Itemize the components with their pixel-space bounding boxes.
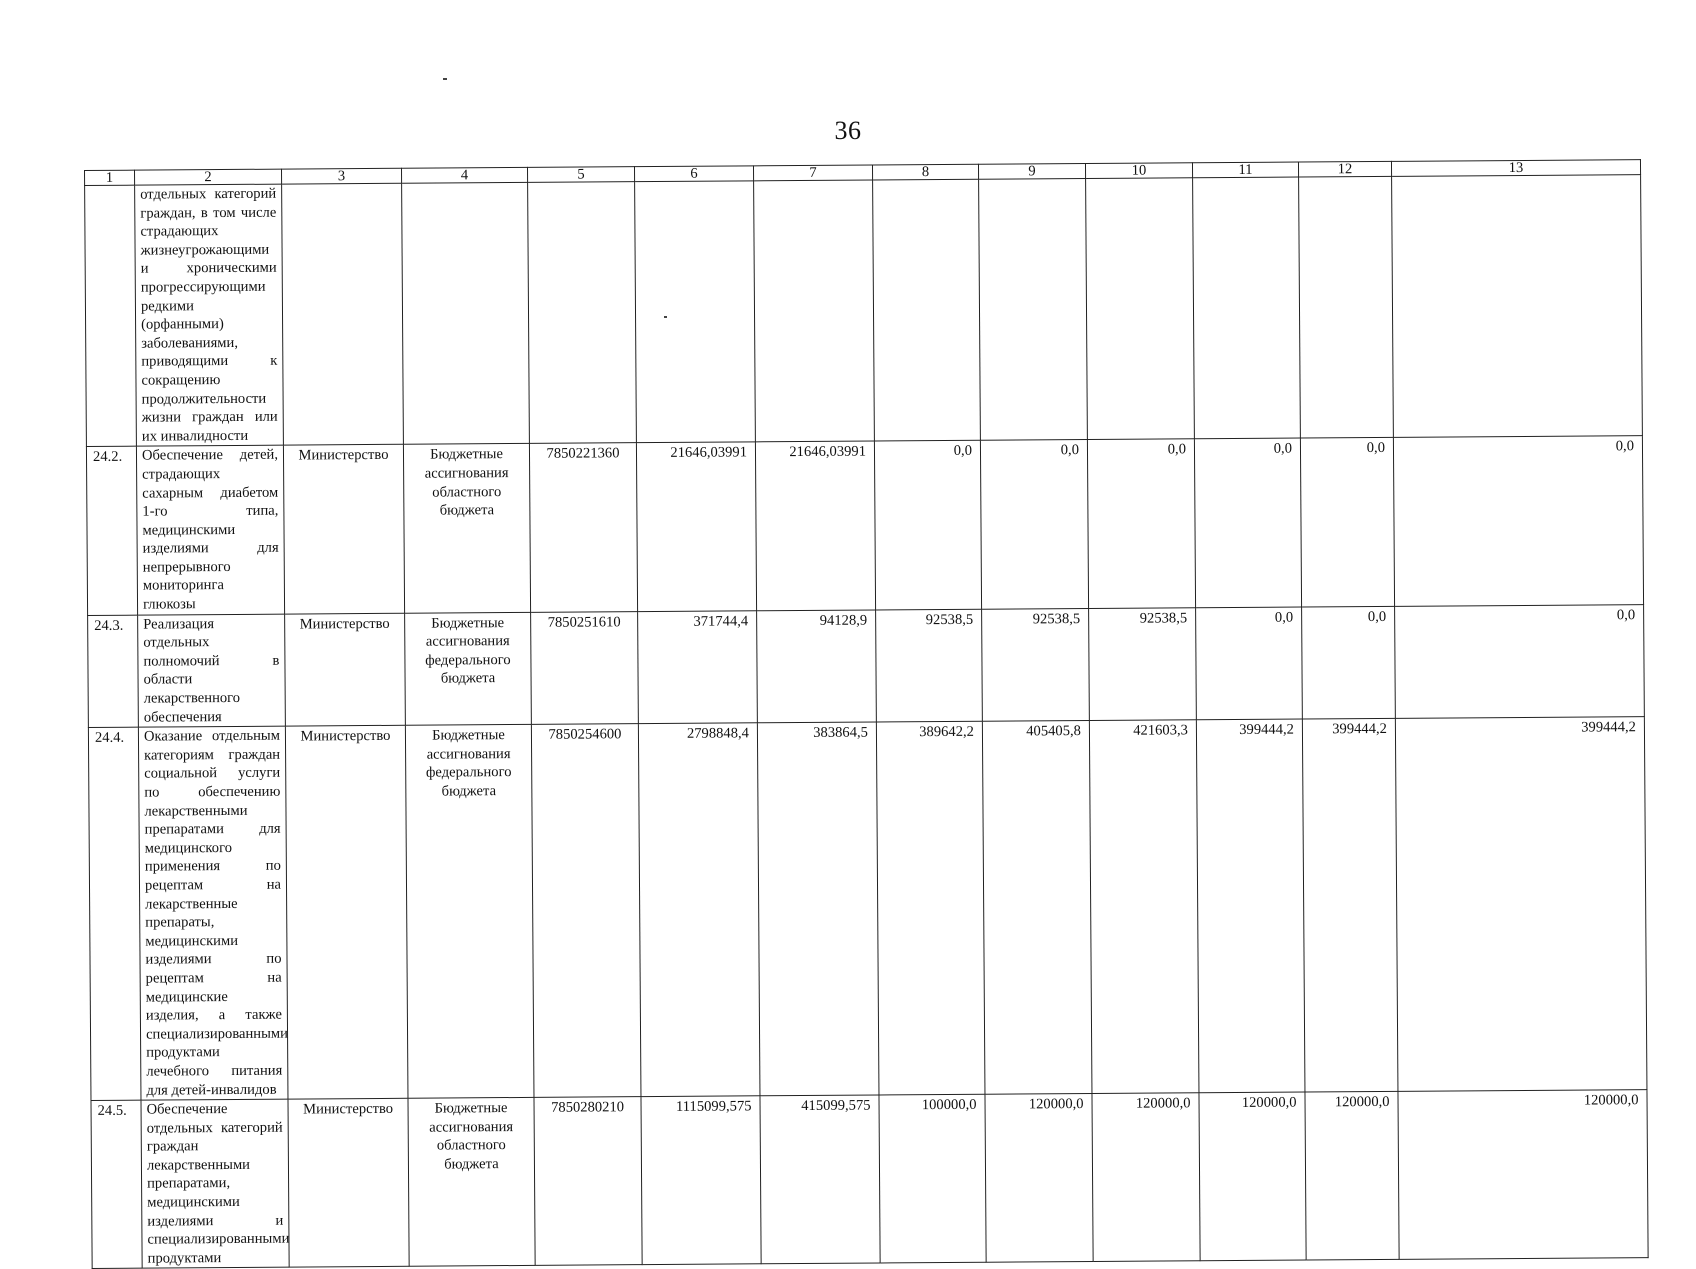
column-header: 12	[1298, 161, 1391, 177]
row-value: 120000,0	[1199, 1092, 1306, 1261]
row-code	[528, 182, 637, 444]
row-code: 7850280210	[534, 1097, 642, 1266]
row-value	[1086, 178, 1195, 440]
table-row	[86, 436, 1643, 615]
row-value: 1115099,575	[641, 1096, 761, 1265]
row-value: 2798848,4	[638, 723, 760, 1097]
scan-speck	[443, 78, 447, 80]
row-value: 0,0	[1395, 604, 1645, 718]
row-value	[1299, 176, 1394, 438]
budget-table	[84, 159, 1649, 1269]
row-value: 0,0	[1196, 607, 1303, 720]
row-value: 405405,8	[982, 721, 1092, 1095]
table-row	[91, 1090, 1648, 1269]
row-value: 120000,0	[985, 1094, 1093, 1263]
row-code: 7850221360	[529, 443, 637, 612]
row-value	[873, 179, 981, 441]
column-header: 7	[753, 165, 872, 181]
row-value: 100000,0	[879, 1094, 986, 1263]
row-value: 0,0	[1302, 606, 1396, 719]
column-header: 4	[401, 167, 527, 183]
row-funding-source	[402, 182, 530, 444]
row-value: 399444,2	[1395, 717, 1647, 1092]
row-number: 24.3.	[88, 615, 139, 728]
row-value	[1392, 175, 1643, 438]
column-header: 10	[1085, 163, 1192, 179]
row-value: 21646,03991	[755, 441, 875, 610]
column-header: 3	[281, 168, 401, 184]
row-value: 389642,2	[876, 721, 985, 1095]
row-executor: Министерство	[283, 445, 404, 614]
row-number: 24.2.	[86, 446, 137, 615]
row-value: 421603,3	[1089, 720, 1199, 1094]
column-header: 9	[978, 164, 1085, 180]
row-value: 415099,575	[760, 1095, 880, 1264]
page-number: 36	[834, 116, 862, 145]
row-value: 383864,5	[757, 722, 879, 1096]
row-value: 371744,4	[638, 610, 758, 723]
column-header: 6	[634, 166, 753, 182]
table-row	[88, 604, 1645, 727]
budget-table-container	[84, 159, 1647, 1267]
row-value: 120000,0	[1305, 1091, 1399, 1260]
table-row	[85, 175, 1643, 447]
row-code: 7850254600	[531, 724, 641, 1098]
column-header: 13	[1391, 160, 1640, 177]
row-value	[635, 181, 756, 443]
row-description: Оказание отдельным категориям граждан социальной услуги по обеспечению лекарственными препаратами для медицинского применения по рецептам на лекарственные препараты, медицинскими изделиями по рецептам на медицинские изделия, а также специализированными продуктами лечебного питания для детей-инвалидов	[138, 726, 288, 1100]
row-value: 120000,0	[1398, 1090, 1648, 1260]
row-code: 7850251610	[531, 611, 639, 724]
row-funding-source: Бюджетные ассигнования федерального бюджета	[405, 725, 534, 1099]
row-executor	[282, 183, 404, 445]
table-row	[88, 717, 1647, 1101]
row-value	[979, 179, 1088, 441]
row-description: Обеспечение детей, страдающих сахарным диабетом 1-го типа, медицинскими изделиями для непрерывного мониторинга глюкозы	[136, 445, 284, 614]
row-executor: Министерство	[285, 725, 408, 1099]
row-value	[1193, 177, 1301, 439]
row-value: 0,0	[874, 441, 981, 610]
row-value: 0,0	[1087, 439, 1195, 608]
column-header: 11	[1192, 162, 1298, 178]
row-value: 92538,5	[982, 608, 1090, 721]
row-value: 120000,0	[1092, 1093, 1200, 1262]
row-funding-source: Бюджетные ассигнования федерального бюджета	[405, 612, 532, 725]
row-value: 21646,03991	[636, 442, 756, 611]
row-description: Обеспечение отдельных категорий граждан лекарственными препаратами, медицинскими изделиями и специализированными продуктами	[141, 1099, 289, 1268]
column-header: 1	[85, 170, 135, 185]
row-description: Реализация отдельных полномочий в области лекарственного обеспечения	[138, 614, 286, 728]
row-value: 0,0	[1393, 436, 1643, 606]
column-header: 5	[527, 167, 634, 183]
column-header: 8	[872, 164, 978, 180]
row-funding-source: Бюджетные ассигнования областного бюджета	[408, 1097, 535, 1266]
row-number: 24.4.	[88, 727, 141, 1100]
row-value: 399444,2	[1302, 719, 1398, 1093]
row-value: 94128,9	[757, 610, 877, 723]
row-value: 399444,2	[1196, 719, 1305, 1093]
row-value: 92538,5	[876, 609, 983, 722]
row-value: 0,0	[1194, 438, 1301, 607]
row-executor: Министерство	[288, 1098, 409, 1267]
column-header: 2	[135, 169, 282, 185]
row-funding-source: Бюджетные ассигнования областного бюджета	[403, 444, 530, 613]
row-number	[85, 185, 137, 447]
row-value: 0,0	[1300, 438, 1394, 607]
row-value: 92538,5	[1089, 607, 1197, 720]
row-description: отдельных категорий граждан, в том числе страдающих жизнеугрожающими и хроническими прогрессирующими редкими (орфанными) заболеваниями, приводящими к сокращению продолжительности жизни граждан или их инвалидности	[135, 184, 284, 446]
row-value	[754, 180, 875, 442]
row-executor: Министерство	[285, 613, 406, 726]
row-number: 24.5.	[91, 1100, 142, 1269]
row-value: 0,0	[980, 440, 1088, 609]
